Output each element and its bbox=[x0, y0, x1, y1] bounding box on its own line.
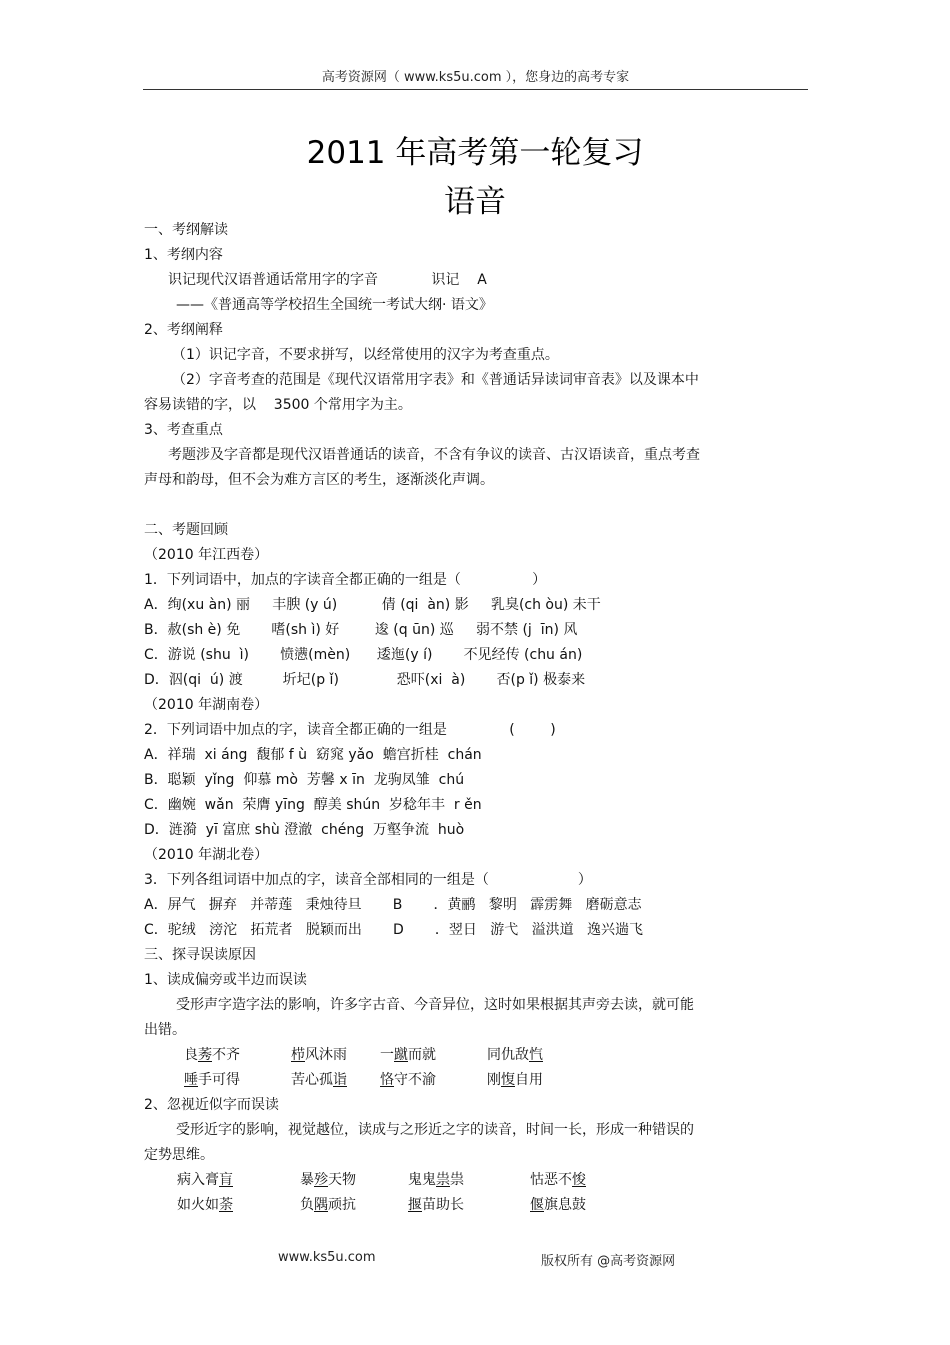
text-line: 1．下列词语中，加点的字读音全都正确的一组是（ ） bbox=[144, 572, 547, 588]
key-character: 偃 bbox=[530, 1197, 544, 1213]
text-line: A．绚(xu àn) 丽 丰腴 (y ú) 倩 (qi àn) 影 乳臭(ch òu) 未干 bbox=[144, 597, 601, 613]
text-line: 3．下列各组词语中加点的字，读音全部相同的一组是（ ） bbox=[144, 872, 592, 888]
text-line: 三、探寻误读原因 bbox=[144, 947, 256, 963]
text-line: 受形近字的影响，视觉越位，读成与之形近之字的读音，时间一长，形成一种错误的 bbox=[176, 1122, 694, 1138]
document-title: 2011 年高考第一轮复习 bbox=[306, 135, 644, 171]
text-line: 1、考纲内容 bbox=[144, 247, 223, 263]
text-line: C．幽婉 wǎn 荣膺 yīng 醇美 shún 岁稔年丰 r ěn bbox=[144, 797, 482, 813]
text-line: B．聪颖 yǐng 仰慕 mò 芳馨 x īn 龙驹凤雏 chú bbox=[144, 772, 465, 788]
text-line: （1）识记字音，不要求拼写，以经常使用的汉字为考查重点。 bbox=[172, 347, 559, 363]
key-character: 揠 bbox=[408, 1197, 422, 1213]
text-line: （2）字音考查的范围是《现代汉语常用字表》和《普通话异读词审音表》以及课本中 bbox=[172, 372, 699, 388]
text-line: （2010 年湖南卷） bbox=[144, 697, 269, 713]
idiom-item: 负隅顽抗 bbox=[300, 1197, 356, 1213]
key-character: 诣 bbox=[333, 1072, 347, 1088]
key-character: 愎 bbox=[501, 1072, 515, 1088]
idiom-item: 如火如荼 bbox=[177, 1197, 233, 1213]
page-header: 高考资源网（ www.ks5u.com ），您身边的高考专家 bbox=[321, 70, 630, 85]
key-character: 蹴 bbox=[394, 1047, 408, 1063]
idiom-item: 同仇敌忾 bbox=[487, 1047, 543, 1063]
key-character: 肓 bbox=[219, 1172, 233, 1188]
text-line: C．驼绒 滂沱 拓荒者 脱颖而出 D ．翌日 游弋 溢洪道 逸兴遄飞 bbox=[144, 922, 643, 938]
text-line: 受形声字造字法的影响，许多字古音、今音异位，这时如果根据其声旁去读，就可能 bbox=[176, 997, 694, 1013]
idiom-item: 病入膏肓 bbox=[177, 1172, 233, 1188]
text-line: C．游说 (shu ì) 愤懑(mèn) 逶迤(y í) 不见经传 (chu án) bbox=[144, 647, 583, 663]
key-character: 隅 bbox=[314, 1197, 328, 1213]
idiom-item: 良莠不齐 bbox=[184, 1047, 240, 1063]
key-character: 唾 bbox=[184, 1072, 198, 1088]
idiom-item: 暴殄天物 bbox=[300, 1172, 356, 1188]
text-line: 出错。 bbox=[144, 1022, 186, 1038]
footer-website: www.ks5u.com bbox=[278, 1250, 376, 1265]
text-line: 容易读错的字，以 3500 个常用字为主。 bbox=[144, 397, 412, 413]
text-line: 1、读成偏旁或半边而误读 bbox=[144, 972, 307, 988]
key-character: 莠 bbox=[198, 1047, 212, 1063]
text-line: （2010 年江西卷） bbox=[144, 547, 269, 563]
key-character: 祟 bbox=[436, 1172, 450, 1188]
key-character: 悛 bbox=[572, 1172, 586, 1188]
idiom-item: 鬼鬼祟祟 bbox=[408, 1172, 464, 1188]
idiom-item: 偃旗息鼓 bbox=[530, 1197, 586, 1213]
text-line: 2．下列词语中加点的字，读音全都正确的一组是 ( ) bbox=[144, 722, 556, 738]
idiom-item: 刚愎自用 bbox=[487, 1072, 543, 1088]
text-line: 一、考纲解读 bbox=[144, 222, 228, 238]
text-line: 2、忽视近似字而误读 bbox=[144, 1097, 279, 1113]
key-character: 忾 bbox=[529, 1047, 543, 1063]
text-line: 3、考查重点 bbox=[144, 422, 223, 438]
idiom-item: 栉风沐雨 bbox=[291, 1047, 347, 1063]
key-character: 栉 bbox=[291, 1047, 305, 1063]
idiom-item: 唾手可得 bbox=[184, 1072, 240, 1088]
text-line: A．屏气 摒弃 并蒂莲 秉烛待旦 B ．黄鹂 黎明 霹雳舞 磨砺意志 bbox=[144, 897, 642, 913]
idiom-item: 怙恶不悛 bbox=[530, 1172, 586, 1188]
key-character: 恪 bbox=[380, 1072, 394, 1088]
text-line: 识记现代汉语普通话常用字的字音 识记 A bbox=[168, 272, 487, 288]
text-line: 二、考题回顾 bbox=[144, 522, 228, 538]
text-line: ——《普通高等学校招生全国统一考试大纲· 语文》 bbox=[176, 297, 493, 313]
document-subtitle: 语音 bbox=[444, 184, 506, 220]
header-divider bbox=[143, 89, 808, 90]
key-character: 殄 bbox=[314, 1172, 328, 1188]
text-line: D．泅(qi ú) 渡 圻圮(p ǐ) 恐吓(xi à) 否(p ǐ) 极泰来 bbox=[144, 672, 586, 688]
key-character: 荼 bbox=[219, 1197, 233, 1213]
text-line: 2、考纲阐释 bbox=[144, 322, 223, 338]
text-line: 考题涉及字音都是现代汉语普通话的读音，不含有争议的读音、古汉语读音，重点考查 bbox=[168, 447, 700, 463]
idiom-item: 揠苗助长 bbox=[408, 1197, 464, 1213]
idiom-item: 苦心孤诣 bbox=[291, 1072, 347, 1088]
text-line: （2010 年湖北卷） bbox=[144, 847, 269, 863]
text-line: 声母和韵母，但不会为难方言区的考生，逐渐淡化声调。 bbox=[144, 472, 494, 488]
footer-copyright: 版权所有 @高考资源网 bbox=[541, 1254, 676, 1269]
idiom-item: 恪守不渝 bbox=[380, 1072, 436, 1088]
text-line: 定势思维。 bbox=[144, 1147, 214, 1163]
text-line: A．祥瑞 xi áng 馥郁 f ù 窈窕 yǎo 蟾宫折桂 chán bbox=[144, 747, 482, 763]
text-line: D．涟漪 yī 富庶 shù 澄澈 chéng 万壑争流 huò bbox=[144, 822, 465, 838]
text-line: B．赦(sh è) 免 嗜(sh ì) 好 逡 (q ūn) 巡 弱不禁 (j īn) 风 bbox=[144, 622, 578, 638]
idiom-item: 一蹴而就 bbox=[380, 1047, 436, 1063]
